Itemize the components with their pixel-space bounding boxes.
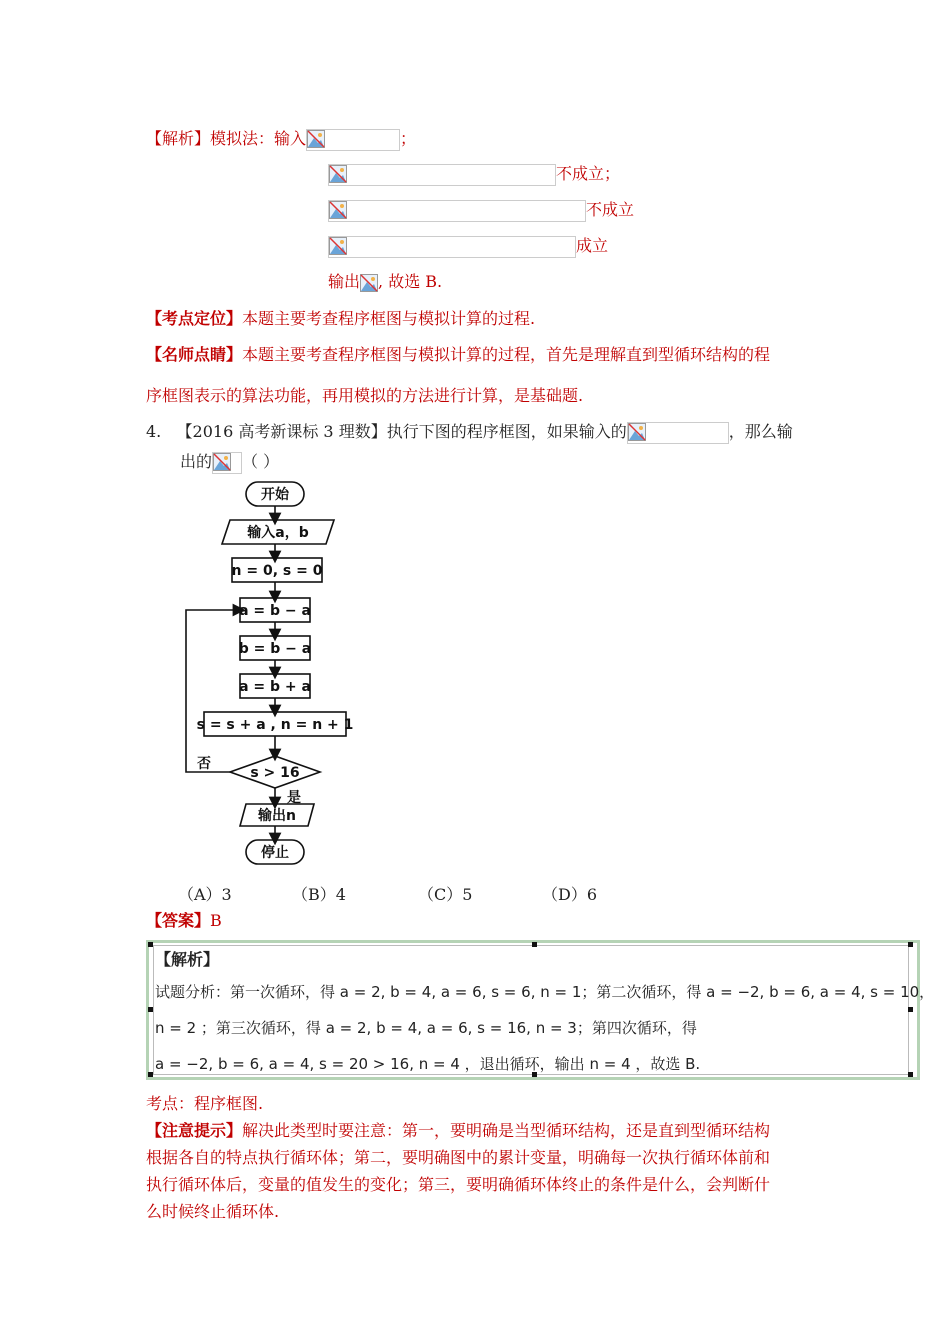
broken-image-icon [329,165,347,183]
resize-handle[interactable] [908,1007,913,1012]
resize-handle[interactable] [908,942,913,947]
flowchart [180,478,360,870]
flow-init-text: n = 0, s = 0 [231,563,323,579]
broken-image-icon [329,237,347,255]
choice-a: （A）3 [178,885,232,904]
analysis-step-1 [328,161,620,186]
formula-image-placeholder [328,164,556,186]
solution-line-2: n = 2 ；第三次循环，得 a = 2, b = 4, a = 6, s = 16, n = 3；第四次循环，得 [155,1019,697,1037]
output-prefix: 输出 [328,272,361,291]
mingshi-text-1: 本题主要考查程序框图与模拟计算的过程，首先是理解直到型循环结构的程 [242,345,771,364]
choice-b: （B）4 [292,885,346,904]
flow-step4-text: s = s + a , n = n + 1 [196,717,354,733]
question-text-b: ，那么输 [728,422,793,441]
tips-line-3: 执行循环体后，变量的值发生的变化；第三，要明确循环体终止的条件是什么，会判断什 [146,1175,771,1194]
formula-image-placeholder [328,236,576,258]
question-source: 【2016 高考新课标 3 理数】 [176,422,387,441]
tips-line-2: 根据各自的特点执行循环体；第二，要明确图中的累计变量，明确每一次执行循环体前和 [146,1148,771,1167]
resize-handle[interactable] [148,942,153,947]
mingshi-text-2: 序框图表示的算法功能，再用模拟的方法进行计算，是基础题. [146,386,584,405]
flow-yes-label: 是 [287,790,301,806]
question-text-a: 执行下图的程序框图，如果输入的 [386,422,627,441]
flow-output-text: 输出n [258,808,296,824]
resize-handle[interactable] [532,942,537,947]
tips-line-1 [146,1118,770,1141]
answer-value: B [210,911,222,930]
question-line-1 [146,419,793,444]
flow-step1-text: a = b − a [239,603,311,619]
analysis-intro-line [146,126,416,151]
broken-image-icon [628,423,646,441]
analysis-output-line [328,269,442,292]
tips-label: 【注意提示】 [146,1121,243,1140]
question-line2-prefix: 出的 [180,452,213,471]
semicolon: ； [400,129,417,148]
analysis-step-3 [328,233,608,258]
answer-label: 【答案】 [146,911,211,930]
flow-input-text: 输入a，b [247,525,309,541]
mingshi-line-1 [146,342,770,365]
broken-image-icon [307,130,325,148]
step1-suffix: 不成立； [556,164,621,183]
flow-step3-text: a = b + a [239,679,311,695]
question-number: 4. [146,422,162,441]
kaodian-label: 【考点定位】 [146,309,243,328]
resize-handle[interactable] [148,1072,153,1077]
tips-text-1: 解决此类型时要注意：第一，要明确是当型循环结构，还是直到型循环结构 [242,1121,771,1140]
resize-handle[interactable] [148,1007,153,1012]
formula-image-placeholder [212,452,242,474]
mingshi-line-2 [146,383,583,406]
flow-cond-text: s > 16 [250,765,300,781]
formula-image-placeholder [627,422,729,444]
choice-d: （D）6 [542,885,598,904]
analysis-step-2 [328,197,634,222]
broken-image-icon [213,453,231,471]
answer-line [146,908,222,931]
formula-image-placeholder [306,129,400,151]
resize-handle[interactable] [908,1072,913,1077]
broken-image-icon [360,274,378,292]
kaodian-text: 本题主要考查程序框图与模拟计算的过程. [242,309,536,328]
solution-box [146,940,935,1080]
flow-no-label: 否 [197,756,211,772]
analysis-label: 【解析】 [146,129,211,148]
formula-image-placeholder [328,200,586,222]
analysis-intro: 模拟法：输入 [210,129,307,148]
solution-line-3: a = −2, b = 6, a = 4, s = 20 > 16, n = 4 ，退出循环，输出 n = 4 ，故选 B. [155,1055,701,1073]
broken-image-icon [329,201,347,219]
choice-c: （C）5 [418,885,473,904]
kaodian2-line: 考点：程序框图. [146,1094,264,1113]
flow-stop-text: 停止 [261,845,289,861]
kaodian-line [146,306,535,329]
step3-suffix: 成立 [576,236,609,255]
solution-line-1: 试题分析：第一次循环，得 a = 2, b = 4, a = 6, s = 6, n = 1；第二次循环，得 a = −2, b = 6, a = 4, s = 10， [155,983,935,1001]
flow-start-text: 开始 [261,487,289,503]
tips-line-4: 么时候终止循环体. [146,1202,280,1221]
output-suffix: , 故选 B. [378,272,443,291]
question-paren: （ ） [242,452,280,471]
mingshi-label: 【名师点睛】 [146,345,243,364]
question-line-2 [180,449,279,474]
solution-title: 【解析】 [155,950,220,969]
step2-suffix: 不成立 [586,200,635,219]
flow-step2-text: b = b − a [238,641,312,657]
